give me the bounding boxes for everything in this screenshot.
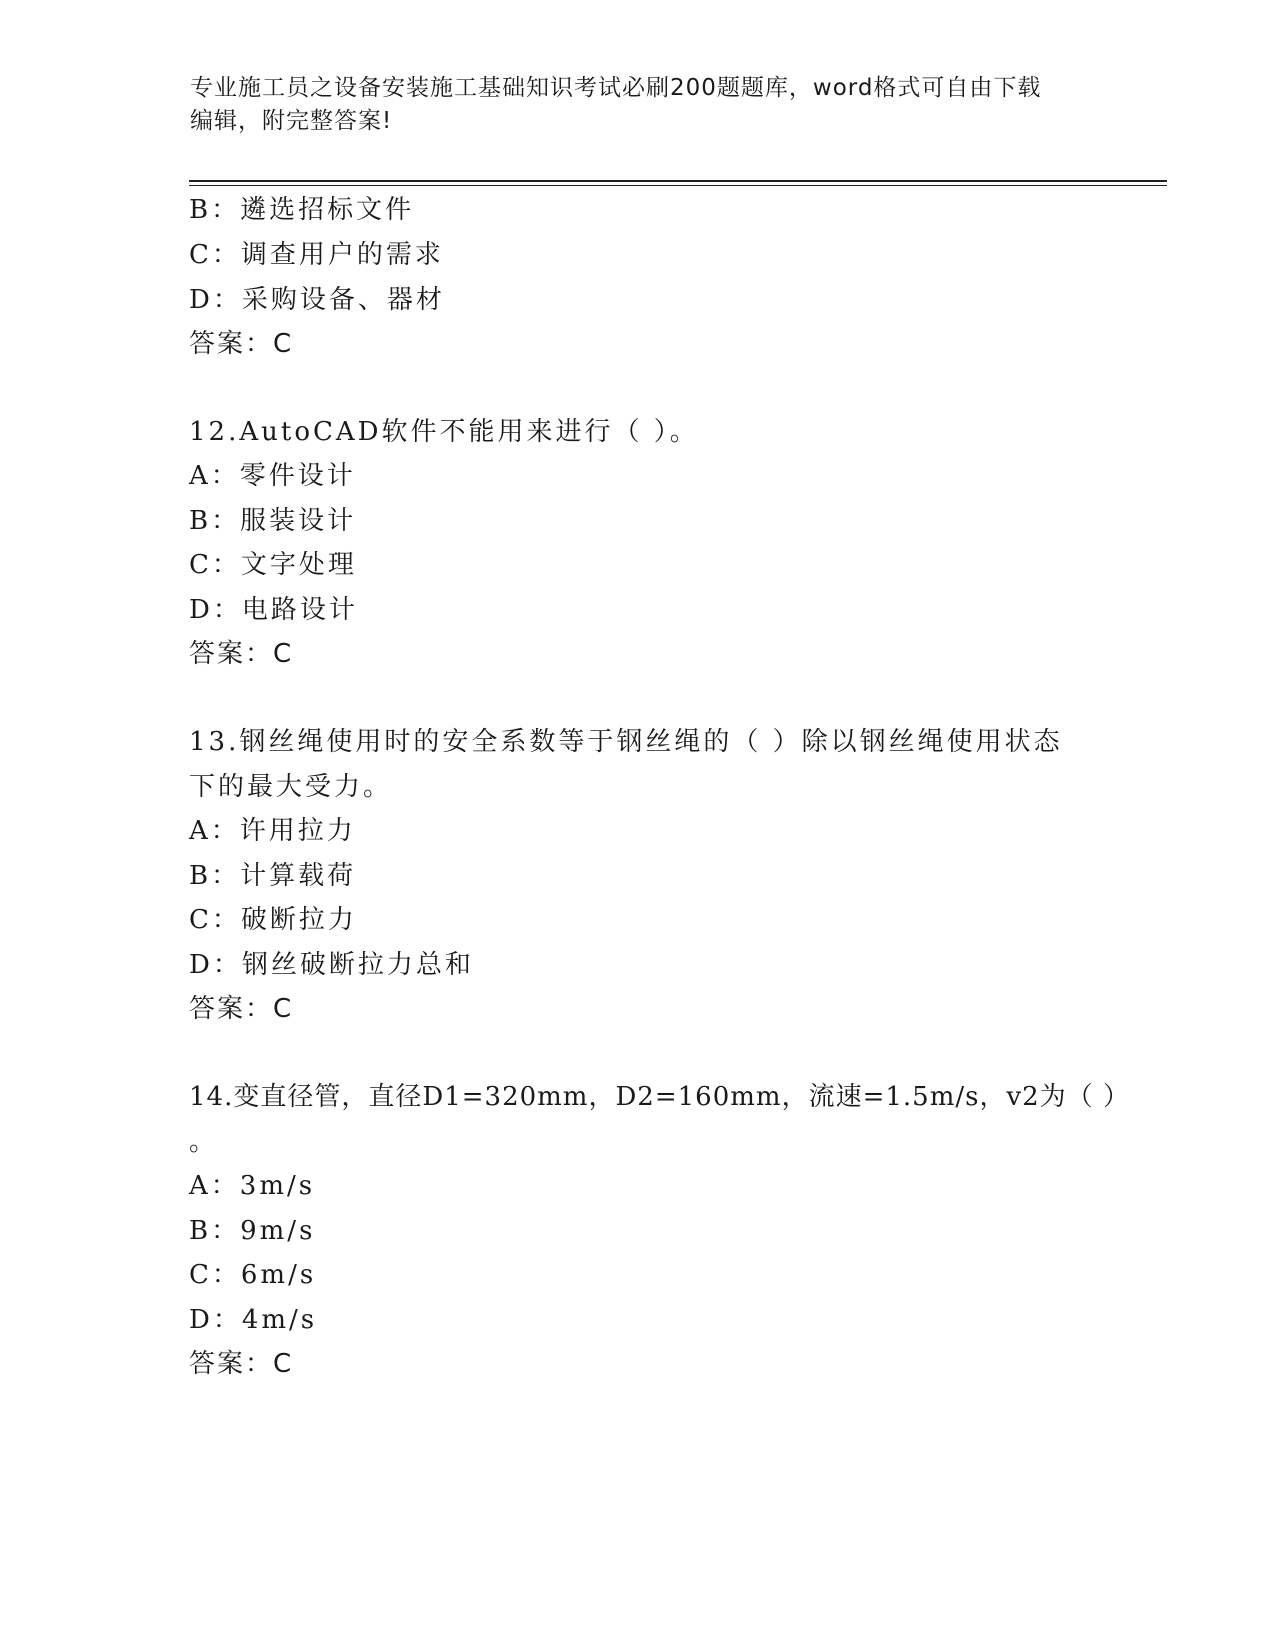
question-14-option-b: B：9m/s bbox=[189, 1216, 316, 1246]
option-b: B：遴选招标文件 bbox=[189, 195, 415, 225]
header-title-line2: 编辑，附完整答案! bbox=[190, 108, 393, 134]
question-12-option-d: D：电路设计 bbox=[189, 595, 358, 625]
question-14-answer: 答案：C bbox=[189, 1349, 294, 1379]
question-14-option-d: D：4m/s bbox=[189, 1305, 318, 1335]
question-13-answer: 答案：C bbox=[189, 994, 294, 1024]
question-12-answer: 答案：C bbox=[189, 639, 294, 669]
question-13-option-b: B：计算载荷 bbox=[189, 861, 357, 891]
question-14-stem-line2: 。 bbox=[189, 1127, 219, 1157]
question-14-option-a: A：3m/s bbox=[189, 1171, 316, 1201]
option-d: D：采购设备、器材 bbox=[189, 285, 445, 315]
question-13-option-c: C：破断拉力 bbox=[189, 905, 357, 935]
question-12-stem: 12.AutoCAD软件不能用来进行（ ）。 bbox=[189, 417, 699, 447]
document-header bbox=[190, 72, 1090, 138]
question-13-stem-line1: 13.钢丝绳使用时的安全系数等于钢丝绳的（ ）除以钢丝绳使用状态 bbox=[189, 727, 1063, 757]
header-title-line1: 专业施工员之设备安装施工基础知识考试必刷200题题库，word格式可自由下载 bbox=[190, 75, 1042, 101]
question-12-option-b: B：服装设计 bbox=[189, 506, 357, 536]
question-12-option-c: C：文字处理 bbox=[189, 550, 357, 580]
header-divider-thin bbox=[189, 185, 1167, 186]
question-14-stem-line1: 14.变直径管，直径D1=320mm，D2=160mm，流速=1.5m/s，v2为（ ） bbox=[189, 1082, 1130, 1112]
option-c: C：调查用户的需求 bbox=[189, 240, 444, 270]
header-divider-thick bbox=[189, 180, 1167, 182]
question-14-option-c: C：6m/s bbox=[189, 1260, 317, 1290]
answer-line: 答案：C bbox=[189, 329, 294, 359]
question-13-option-d: D：钢丝破断拉力总和 bbox=[189, 950, 474, 980]
question-13-stem-line2: 下的最大受力。 bbox=[189, 772, 393, 802]
question-12-option-a: A：零件设计 bbox=[189, 461, 356, 491]
question-13-option-a: A：许用拉力 bbox=[189, 816, 356, 846]
